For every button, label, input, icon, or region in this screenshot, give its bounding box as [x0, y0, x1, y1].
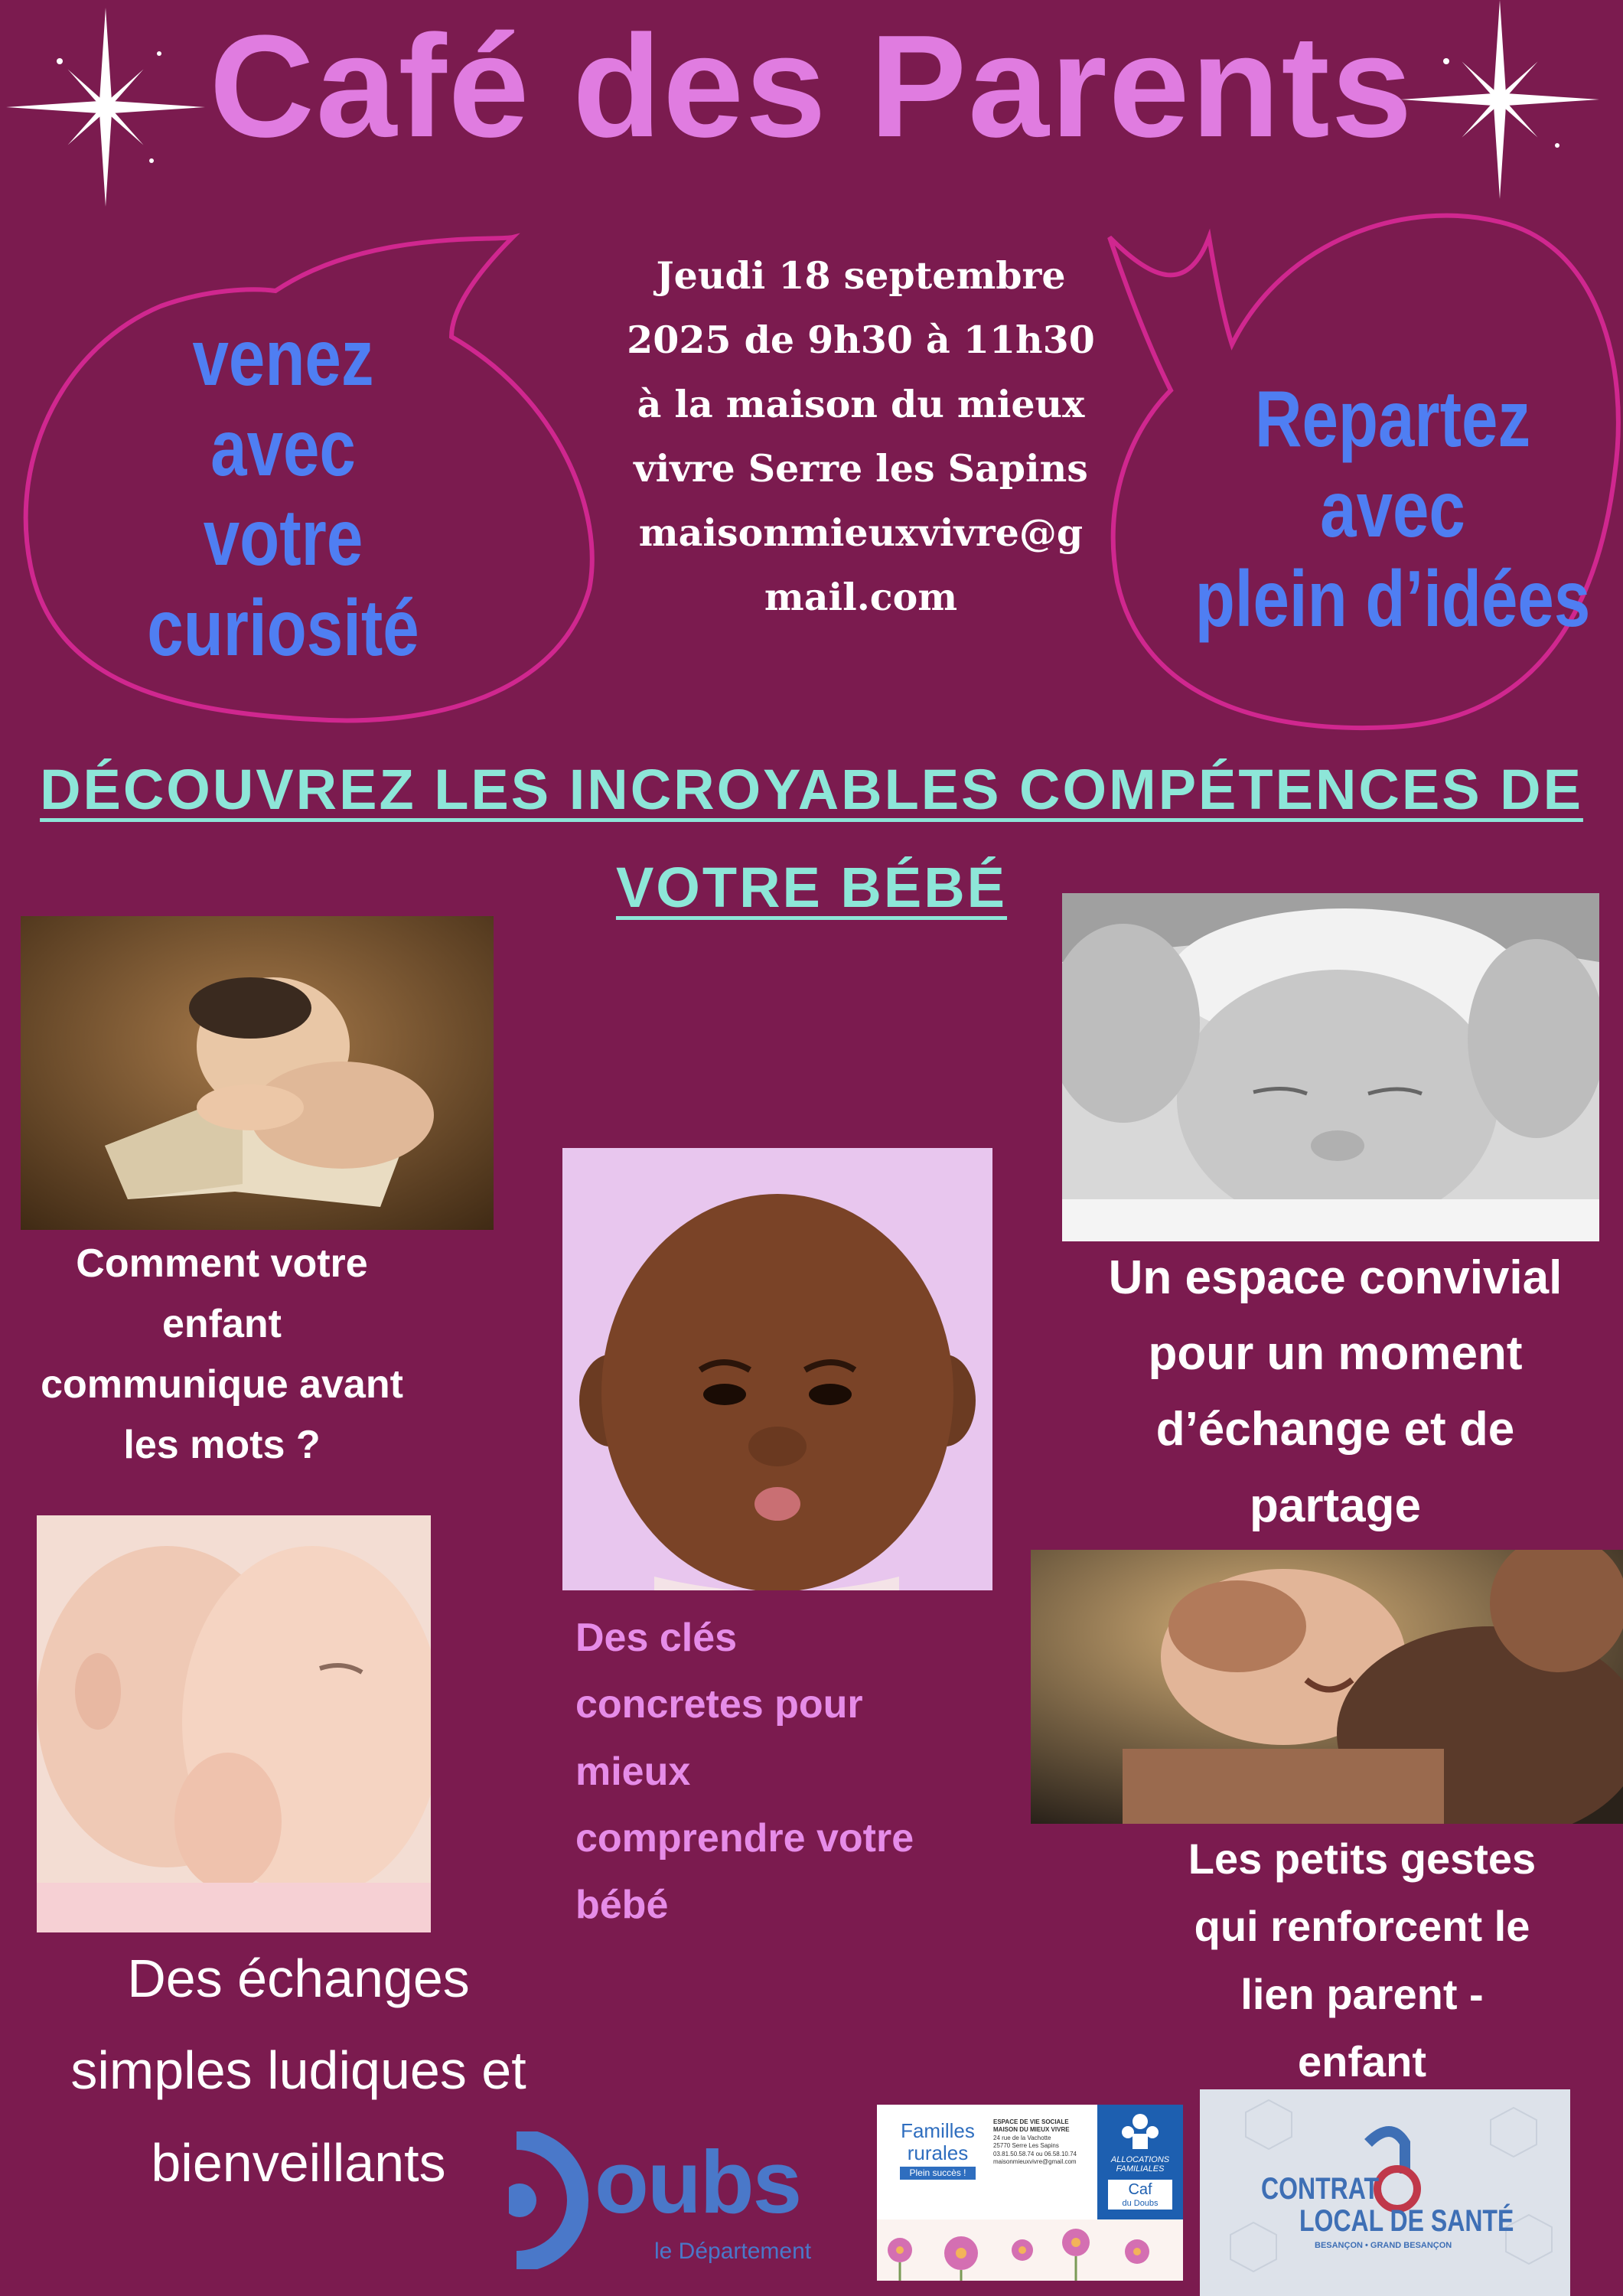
contrat-sub: BESANÇON • GRAND BESANÇON — [1315, 2241, 1452, 2250]
bubble-left-line: curiosité — [147, 583, 419, 673]
caption-line: communique avant — [41, 1362, 403, 1407]
bubble-left-text — [120, 314, 446, 673]
caption-line: les mots ? — [123, 1423, 321, 1468]
caf-label: FAMILIALES — [1116, 2164, 1165, 2174]
info-line: MAISON DU MIEUX VIVRE — [993, 2126, 1070, 2134]
familles-rurales-name: rurales — [907, 2141, 969, 2164]
photo-newborn-sleeping-bw — [1062, 893, 1599, 1241]
photo-grumpy-baby — [562, 1148, 992, 1590]
photo-twin-babies — [37, 1515, 431, 1932]
caption-line: comprendre votre — [575, 1816, 914, 1861]
event-date-line: Jeudi 18 septembre — [656, 253, 1066, 298]
info-line: ESPACE DE VIE SOCIALE — [993, 2118, 1069, 2125]
event-place-line: à la maison du mieux — [637, 382, 1085, 426]
caption-espace — [1071, 1240, 1599, 1544]
info-line: 03.81.50.58.74 ou 06.58.10.74 — [993, 2150, 1077, 2157]
familles-rurales-logo — [886, 2120, 989, 2180]
bubble-left-line: venez avec — [192, 314, 374, 493]
caption-communique — [0, 1234, 444, 1476]
familles-rurales-tag: Plein succès ! — [900, 2167, 976, 2180]
caption-echanges — [0, 1932, 597, 2209]
contrat-line1: CONTRAT — [1261, 2172, 1380, 2206]
caption-line: bienveillants — [151, 2132, 446, 2193]
logo-contrat-local-sante — [1200, 2089, 1570, 2296]
caption-line: pour un moment — [1148, 1327, 1523, 1381]
caption-line: lien parent - — [1240, 1969, 1484, 2018]
info-line: 24 rue de la Vachotte — [993, 2134, 1051, 2141]
contrat-hexagon-pattern-icon — [1200, 2089, 1570, 2296]
doubs-sub: le Département — [654, 2239, 812, 2264]
caf-name: Caf — [1128, 2181, 1152, 2198]
event-place-line: vivre Serre les Sapins — [634, 446, 1088, 491]
caption-line: qui renforcent le — [1194, 1902, 1530, 1951]
caption-line: partage — [1250, 1479, 1421, 1532]
event-email-line[interactable]: maisonmieuxvivre@g — [638, 510, 1084, 555]
caf-emblem-icon — [1117, 2109, 1163, 2151]
caption-line: mieux — [575, 1749, 691, 1794]
event-info — [589, 243, 1133, 629]
bubble-right-line: plein d’idées — [1194, 555, 1591, 644]
caption-cles — [575, 1605, 1035, 1939]
photo-parent-with-baby — [1031, 1550, 1623, 1824]
headline-line-2: VOTRE BÉBÉ — [615, 856, 1008, 919]
caption-line: d’échange et de — [1155, 1403, 1515, 1456]
espace-vie-sociale-info — [993, 2118, 1097, 2166]
caption-line: Des échanges — [127, 1949, 470, 2008]
event-time-line: 2025 de 9h30 à 11h30 — [627, 318, 1095, 362]
logo-doubs — [509, 2131, 846, 2269]
event-email-line[interactable]: mail.com — [764, 575, 958, 619]
page-title: Café des Parents — [209, 5, 1414, 168]
caption-line: Des clés — [575, 1616, 738, 1660]
caf-logo — [1097, 2105, 1183, 2219]
caption-line: bébé — [575, 1883, 669, 1928]
bubble-right-text — [1185, 375, 1599, 645]
caption-line: Comment votre — [76, 1241, 368, 1286]
contrat-line2: LOCAL DE SANTÉ — [1299, 2204, 1514, 2238]
info-line: maisonmieuxvivre@gmail.com — [993, 2157, 1077, 2165]
bubble-right-line: Repartez avec — [1254, 375, 1531, 554]
caption-line: Un espace convivial — [1108, 1251, 1563, 1304]
flowers-illustration — [877, 2219, 1183, 2281]
headline-line-1: DÉCOUVREZ LES INCROYABLES COMPÉTENCES DE — [40, 758, 1583, 821]
doubs-name: oubs — [595, 2132, 801, 2232]
caption-line: concretes pour — [575, 1682, 863, 1727]
caption-line: enfant — [162, 1302, 282, 1347]
caf-label: ALLOCATIONS — [1110, 2155, 1170, 2164]
caf-sub: du Doubs — [1122, 2199, 1159, 2208]
bubble-left-line: votre — [203, 494, 363, 583]
caption-line: Les petits gestes — [1188, 1835, 1537, 1883]
logo-familles-rurales-caf — [877, 2105, 1183, 2281]
photo-baby-sleeping-on-book — [21, 916, 494, 1230]
caption-gestes — [1140, 1825, 1584, 2096]
caption-line: enfant — [1298, 2037, 1426, 2086]
info-line: 25770 Serre Les Sapins — [993, 2142, 1059, 2150]
doubs-d-icon — [509, 2131, 601, 2269]
familles-rurales-name: Familles — [901, 2119, 975, 2142]
caption-line: simples ludiques et — [70, 2040, 526, 2101]
